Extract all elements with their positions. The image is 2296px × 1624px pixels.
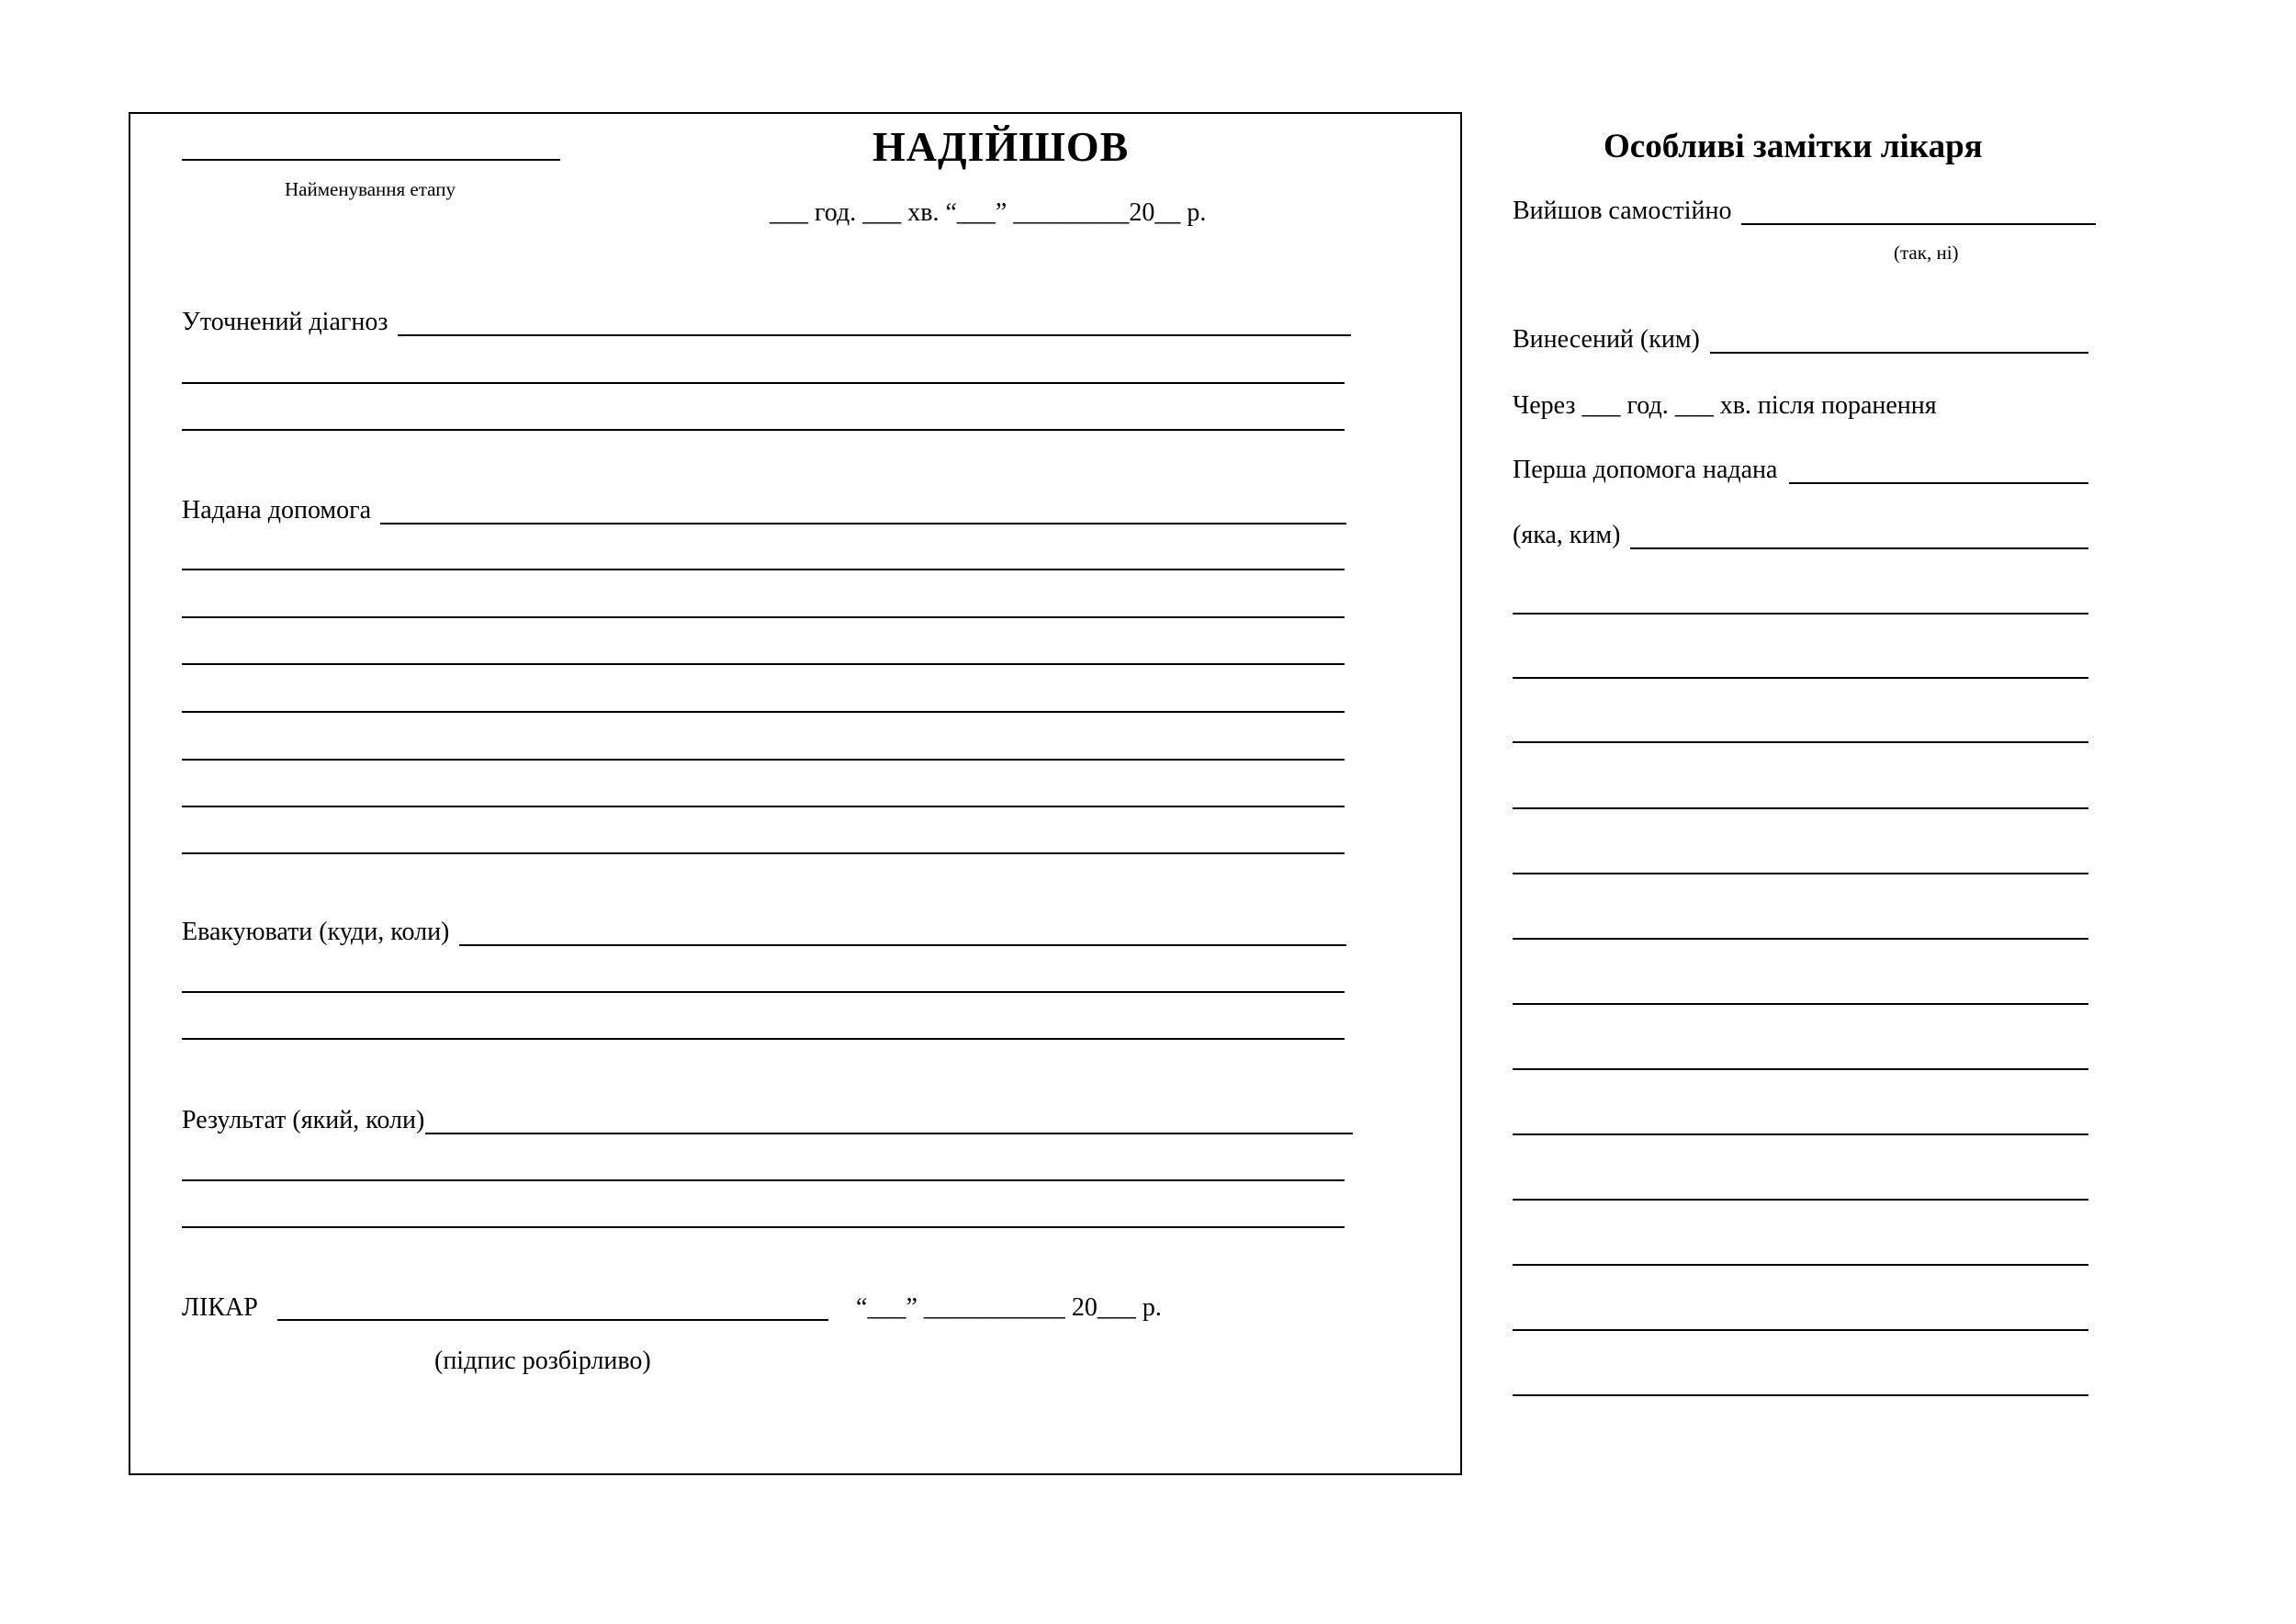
- arrival-minutes-blank[interactable]: ___: [862, 198, 902, 227]
- evacuate-line[interactable]: [182, 1038, 1345, 1040]
- card-title: НАДІЙШОВ: [872, 123, 1130, 170]
- arrival-time-line: [770, 200, 1206, 226]
- quote-open: “: [945, 198, 957, 227]
- doctor-label: ЛІКАР: [182, 1293, 258, 1322]
- diagnosis-line[interactable]: [182, 429, 1345, 431]
- quote-open: “: [856, 1293, 868, 1322]
- walked-label: Вийшов самостійно: [1513, 197, 1732, 225]
- notes-line[interactable]: [1513, 677, 2088, 679]
- walked-field[interactable]: [1741, 223, 2096, 225]
- hours-label: год.: [1626, 391, 1669, 420]
- doctor-month-blank[interactable]: ___________: [923, 1293, 1065, 1322]
- result-label: Результат (який, коли): [182, 1106, 425, 1134]
- after-prefix: Через: [1513, 391, 1576, 420]
- first-aid-label: Перша допомога надана: [1513, 456, 1778, 484]
- after-injury-line: [1513, 393, 1937, 419]
- notes-line[interactable]: [1513, 613, 2088, 615]
- result-line[interactable]: [182, 1226, 1345, 1228]
- signature-caption: (підпис розбірливо): [434, 1347, 651, 1375]
- aid-line[interactable]: [182, 569, 1345, 570]
- quote-close: ”: [995, 198, 1007, 227]
- aid-label: Надана допомога: [182, 496, 372, 524]
- stage-name-field[interactable]: [182, 159, 560, 161]
- diagnosis-label: Уточнений діагноз: [182, 308, 388, 336]
- notes-line[interactable]: [1513, 1394, 2088, 1396]
- year-suffix: р.: [1187, 198, 1207, 227]
- after-hours-blank[interactable]: ___: [1581, 391, 1621, 420]
- minutes-label: хв.: [907, 198, 940, 227]
- arrival-year-blank[interactable]: __: [1154, 198, 1181, 227]
- doctor-signature-field[interactable]: [277, 1319, 828, 1321]
- doctor-year-blank[interactable]: ___: [1097, 1293, 1136, 1322]
- evacuate-line[interactable]: [182, 991, 1345, 993]
- doctor-date-line: [856, 1295, 1162, 1321]
- carried-field[interactable]: [1710, 352, 2088, 354]
- notes-line[interactable]: [1513, 1199, 2088, 1201]
- notes-line[interactable]: [1513, 1003, 2088, 1005]
- doctor-notes-title: Особливі замітки лікаря: [1604, 128, 1983, 165]
- arrival-hours-blank[interactable]: ___: [770, 198, 808, 227]
- diagnosis-line[interactable]: [182, 382, 1345, 384]
- aid-line[interactable]: [182, 616, 1345, 618]
- walked-hint: (так, ні): [1894, 242, 1959, 264]
- arrival-month-blank[interactable]: _________: [1013, 198, 1130, 227]
- aid-line[interactable]: [182, 663, 1345, 665]
- which-who-label: (яка, ким): [1513, 521, 1621, 549]
- notes-line[interactable]: [1513, 1329, 2088, 1331]
- quote-close: ”: [906, 1293, 917, 1322]
- result-line[interactable]: [182, 1179, 1345, 1181]
- notes-line[interactable]: [1513, 807, 2088, 809]
- arrival-day-blank[interactable]: ___: [956, 198, 996, 227]
- which-who-field[interactable]: [1630, 547, 2088, 549]
- year-prefix: 20: [1071, 1293, 1097, 1322]
- result-line[interactable]: [425, 1133, 1353, 1134]
- hours-label: год.: [815, 198, 857, 227]
- notes-line[interactable]: [1513, 938, 2088, 940]
- notes-line[interactable]: [1513, 741, 2088, 743]
- after-suffix: хв. після поранення: [1719, 391, 1937, 420]
- stage-name-caption: Найменування етапу: [285, 178, 456, 200]
- aid-line[interactable]: [182, 759, 1345, 761]
- doctor-day-blank[interactable]: ___: [867, 1293, 906, 1322]
- evacuate-line[interactable]: [459, 944, 1346, 946]
- after-minutes-blank[interactable]: ___: [1674, 391, 1714, 420]
- first-aid-field[interactable]: [1789, 482, 2088, 484]
- notes-line[interactable]: [1513, 1068, 2088, 1070]
- aid-line[interactable]: [182, 806, 1345, 807]
- aid-line[interactable]: [380, 523, 1346, 524]
- evacuate-label: Евакуювати (куди, коли): [182, 918, 450, 946]
- year-prefix: 20: [1129, 198, 1155, 227]
- carried-label: Винесений (ким): [1513, 325, 1700, 354]
- aid-line[interactable]: [182, 711, 1345, 713]
- diagnosis-line[interactable]: [398, 334, 1351, 336]
- notes-line[interactable]: [1513, 873, 2088, 874]
- year-suffix: р.: [1142, 1293, 1162, 1322]
- notes-line[interactable]: [1513, 1133, 2088, 1135]
- notes-line[interactable]: [1513, 1264, 2088, 1266]
- aid-line[interactable]: [182, 852, 1345, 854]
